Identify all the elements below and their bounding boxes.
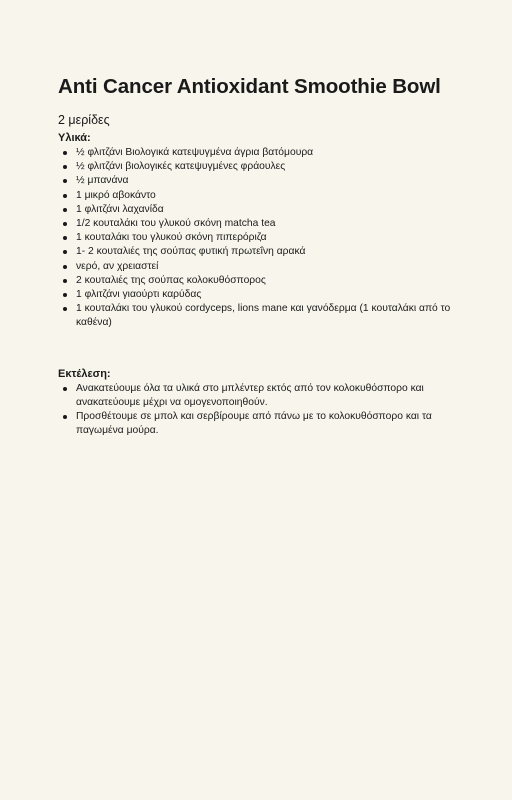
ingredient-item: 1 φλιτζάνι γιαούρτι καρύδας xyxy=(76,288,462,302)
ingredient-item: 2 κουταλιές της σούπας κολοκυθόσπορος xyxy=(76,274,462,288)
recipe-title: Anti Cancer Antioxidant Smoothie Bowl xyxy=(58,75,441,98)
servings-text: 2 μερίδες xyxy=(58,113,110,127)
step-item: Προσθέτουμε σε μπολ και σερβίρουμε από πάνω με το κολοκυθόσπορο και τα παγωμένα μούρα. xyxy=(76,410,462,438)
ingredient-item: 1 φλιτζάνι λαχανίδα xyxy=(76,203,462,217)
steps-heading: Εκτέλεση: xyxy=(58,367,111,380)
ingredient-item: 1 κουταλάκι του γλυκού cordyceps, lions mane και γανόδερμα (1 κουταλάκι από το καθένα) xyxy=(76,302,462,330)
step-item: Ανακατεύουμε όλα τα υλικά στο μπλέντερ εκτός από τον κολοκυθόσπορο και ανακατεύουμε μέχρι να ομογενοποιηθούν. xyxy=(76,382,462,410)
ingredient-item: 1 κουταλάκι του γλυκού σκόνη πιπερόριζα xyxy=(76,231,462,245)
ingredient-item: ½ μπανάνα xyxy=(76,174,462,188)
steps-list xyxy=(58,382,462,439)
ingredient-item: 1 μικρό αβοκάντο xyxy=(76,189,462,203)
ingredient-item: 1- 2 κουταλιές της σούπας φυτική πρωτεΐνη αρακά xyxy=(76,245,462,259)
ingredient-item: ½ φλιτζάνι Βιολογικά κατεψυγμένα άγρια βατόμουρα xyxy=(76,146,462,160)
ingredient-item: νερό, αν χρειαστεί xyxy=(76,260,462,274)
ingredient-item: ½ φλιτζάνι βιολογικές κατεψυγμένες φράουλες xyxy=(76,160,462,174)
ingredient-item: 1/2 κουταλάκι του γλυκού σκόνη matcha tea xyxy=(76,217,462,231)
ingredients-list xyxy=(58,146,462,331)
ingredients-heading: Υλικά: xyxy=(58,132,91,144)
